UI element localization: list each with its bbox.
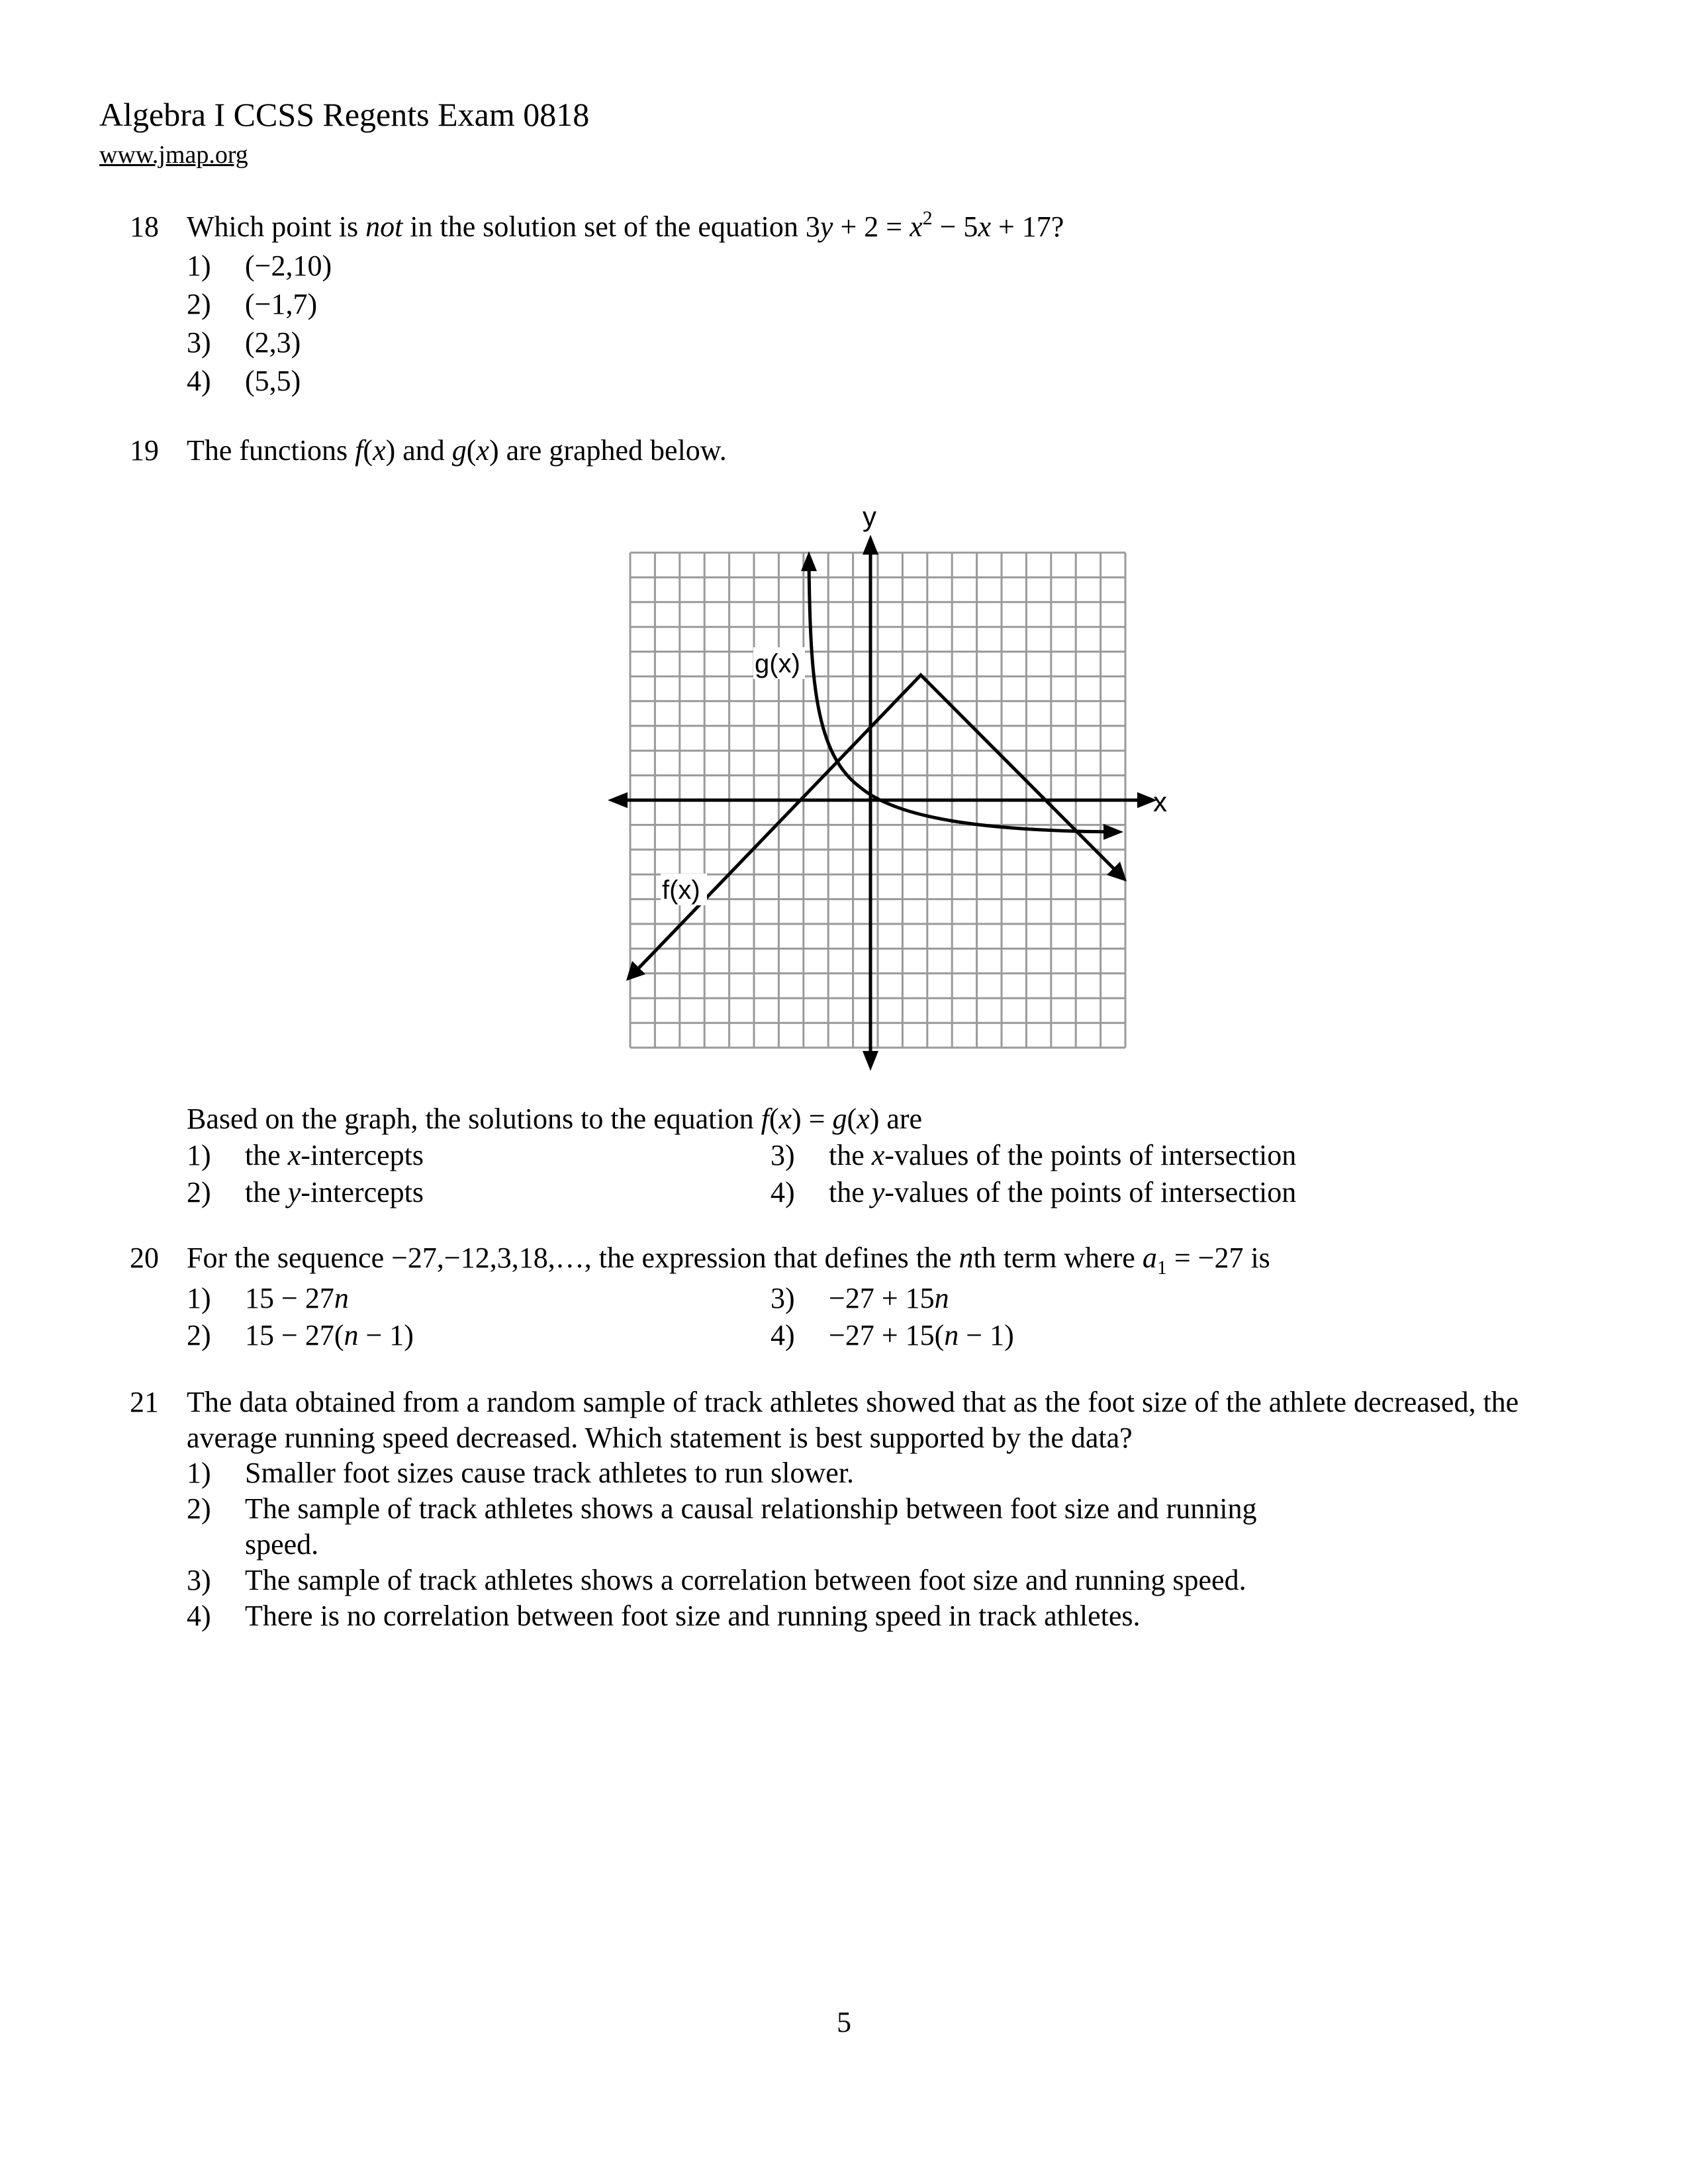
answer-option[interactable]: 2) The sample of track athletes shows a causal relationship between foot size and running	[187, 1492, 1257, 1525]
question-19-followup: Based on the graph, the solutions to the equation f(x) = g(x) are	[187, 1103, 923, 1135]
y-axis-label: y	[863, 503, 876, 532]
y-axis-arrow-down-icon	[863, 1051, 878, 1071]
answer-option[interactable]: 1) the x-intercepts	[187, 1139, 424, 1171]
question-number: 19	[130, 434, 159, 467]
answer-option[interactable]: 3) The sample of track athletes shows a correlation between foot size and running speed.	[187, 1564, 1246, 1596]
answer-option[interactable]: 4) (5,5)	[187, 365, 301, 397]
answer-option[interactable]: 2) 15 − 27(n − 1)	[187, 1319, 414, 1351]
y-axis-arrow-up-icon	[863, 535, 878, 555]
f-label: f(x)	[662, 876, 700, 905]
question-text: Which point is not in the solution set of the equation $3y + 2 = x^2 - 5x + 17$?	[187, 207, 1064, 243]
answer-option[interactable]: 3) the x-values of the points of intersection	[771, 1139, 1297, 1171]
function-graph	[596, 503, 1192, 1085]
answer-option-continuation: speed.	[245, 1528, 319, 1561]
g-label: g(x)	[755, 649, 800, 678]
question-number: 20	[130, 1242, 159, 1274]
answer-option[interactable]: 4) the y-values of the points of intersection	[771, 1176, 1297, 1208]
answer-option[interactable]: 3) −27 + 15n	[771, 1282, 949, 1314]
question-number: 21	[130, 1386, 159, 1418]
answer-option[interactable]: 2) (−1,7)	[187, 288, 318, 320]
question-text: The data obtained from a random sample of track athletes showed that as the foot size of the athlete decreased, the average running speed decreased. Which statement is best supported by the data?	[187, 1386, 1519, 1454]
answer-option[interactable]: 4) −27 + 15(n − 1)	[771, 1319, 1014, 1351]
answer-option[interactable]: 2) the y-intercepts	[187, 1176, 424, 1208]
answer-option[interactable]: 1) 15 − 27n	[187, 1282, 349, 1314]
question-text: For the sequence −27,−12,3,18,…, the expression that defines the nth term where $a_1 = -27$ is	[187, 1242, 1270, 1279]
answer-option[interactable]: 1) Smaller foot sizes cause track athletes to run slower.	[187, 1457, 855, 1489]
answer-option[interactable]: 1) (−2,10)	[187, 250, 332, 282]
question-number: 18	[130, 210, 159, 243]
g-arrow-right-icon	[1103, 824, 1123, 840]
question-text: The functions f(x) and g(x) are graphed below.	[187, 434, 727, 467]
page-number: 5	[837, 2006, 851, 2038]
x-axis-arrow-left-icon	[608, 792, 628, 808]
answer-option[interactable]: 4) There is no correlation between foot size and running speed in track athletes.	[187, 1600, 1141, 1632]
exam-title: Algebra I CCSS Regents Exam 0818	[99, 96, 590, 133]
answer-option[interactable]: 3) (2,3)	[187, 326, 301, 359]
source-link[interactable]: www.jmap.org	[99, 141, 248, 169]
x-axis-label: x	[1153, 786, 1167, 817]
